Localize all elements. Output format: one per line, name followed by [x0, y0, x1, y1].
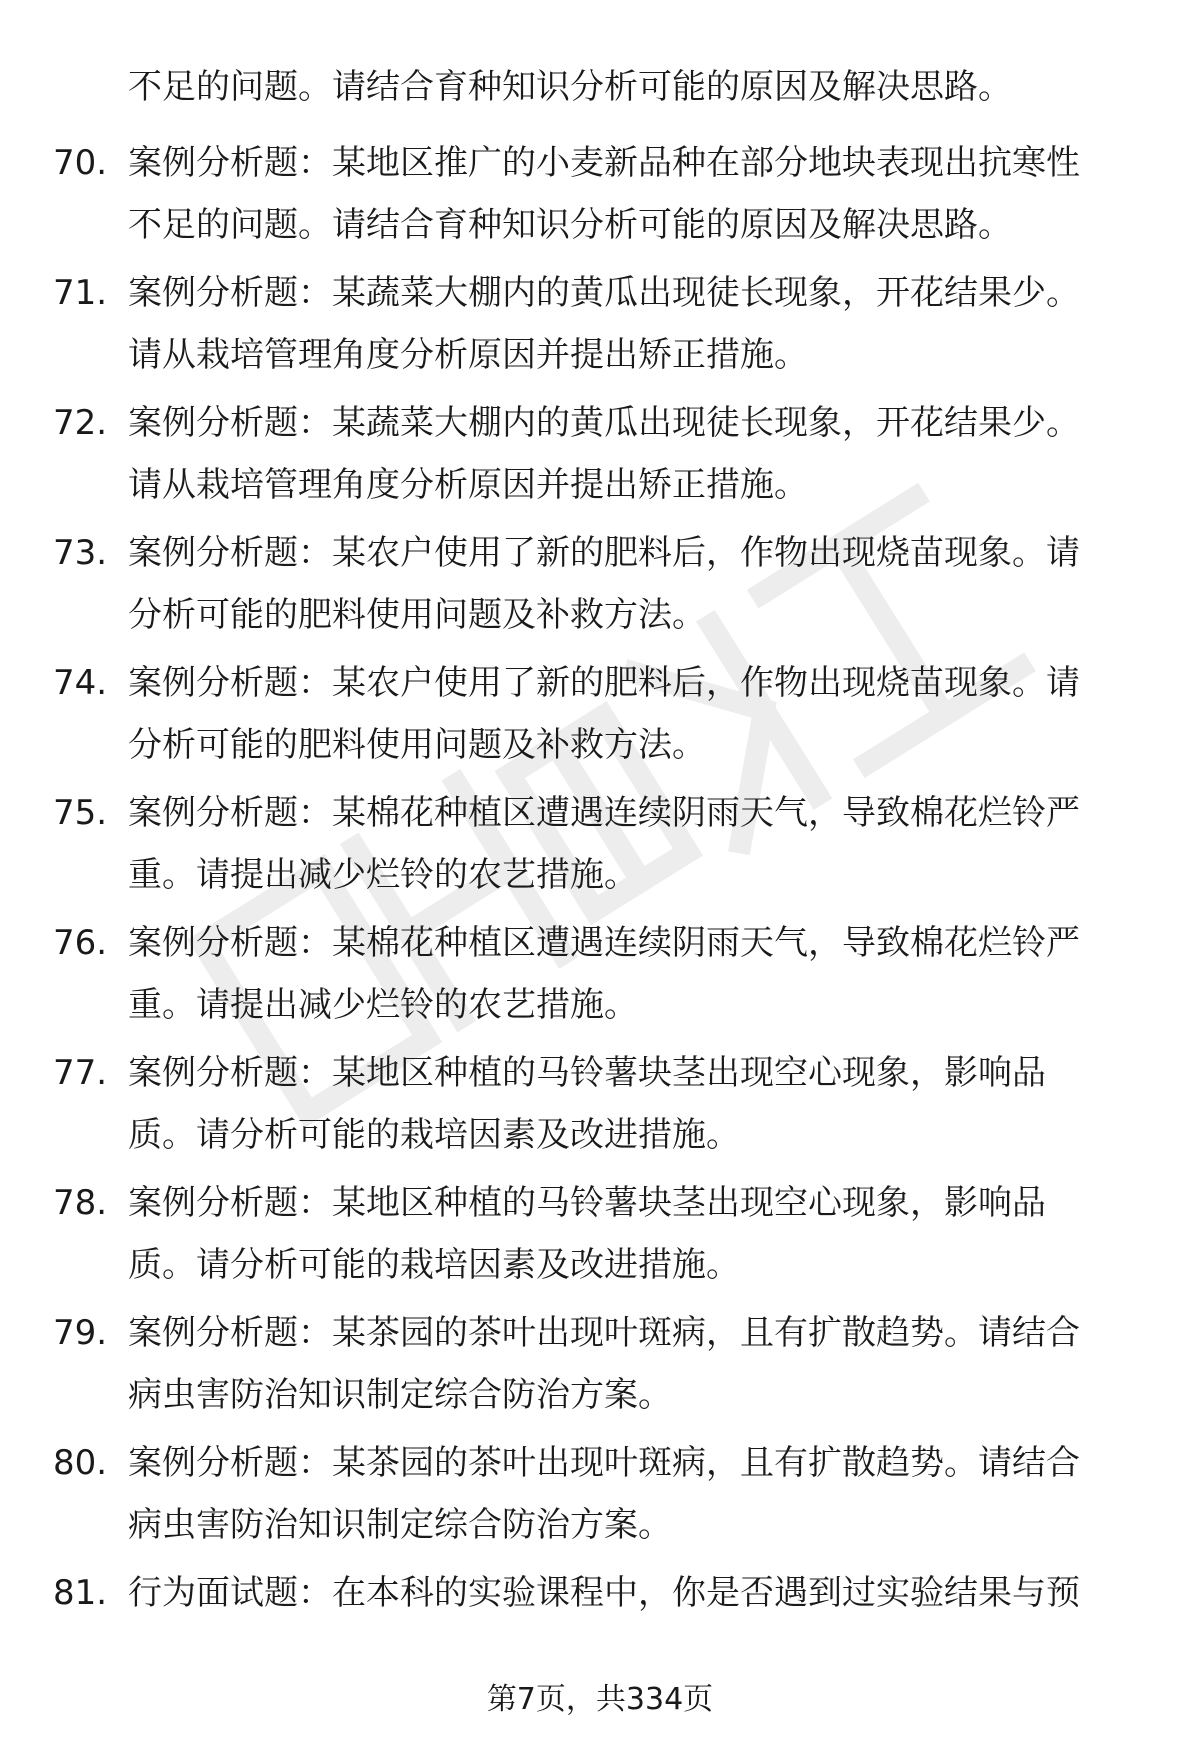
question-number: 72.: [53, 403, 108, 443]
page-footer: 第7页，共334页: [486, 1682, 714, 1717]
question-number: 77.: [53, 1053, 108, 1093]
question-text: [128, 522, 1138, 646]
question-text: [128, 1562, 1138, 1624]
question-text: [128, 262, 1138, 386]
question-text-line: 分析可能的肥料使用问题及补救方法。: [128, 725, 706, 765]
question-text: [128, 1432, 1138, 1556]
continuation-text: 不足的问题。请结合育种知识分析可能的原因及解决思路。: [128, 67, 1012, 107]
question-text-line: 案例分析题：某地区种植的马铃薯块茎出现空心现象，影响品: [128, 1053, 1046, 1093]
question-number: 79.: [53, 1313, 108, 1353]
question-number: 81.: [53, 1573, 108, 1613]
question-text: [128, 782, 1138, 906]
question-text-line: 重。请提出减少烂铃的农艺措施。: [128, 985, 638, 1025]
question-text-line: 不足的问题。请结合育种知识分析可能的原因及解决思路。: [128, 205, 1012, 245]
question-text-line: 病虫害防治知识制定综合防治方案。: [128, 1375, 672, 1415]
question-text: [128, 1302, 1138, 1426]
question-text-line: 案例分析题：某蔬菜大棚内的黄瓜出现徒长现象，开花结果少。: [128, 403, 1080, 443]
question-text-line: 案例分析题：某棉花种植区遭遇连续阴雨天气，导致棉花烂铃严: [128, 793, 1080, 833]
question-text-line: 分析可能的肥料使用问题及补救方法。: [128, 595, 706, 635]
question-number: 73.: [53, 533, 108, 573]
question-text: [128, 392, 1138, 516]
question-text-line: 重。请提出减少烂铃的农艺措施。: [128, 855, 638, 895]
question-text-line: 案例分析题：某茶园的茶叶出现叶斑病，且有扩散趋势。请结合: [128, 1443, 1080, 1483]
question-text-line: 案例分析题：某地区种植的马铃薯块茎出现空心现象，影响品: [128, 1183, 1046, 1223]
question-text-line: 案例分析题：某农户使用了新的肥料后，作物出现烧苗现象。请: [128, 533, 1080, 573]
question-text-line: 案例分析题：某地区推广的小麦新品种在部分地块表现出抗寒性: [128, 143, 1080, 183]
question-text: [128, 652, 1138, 776]
question-text: [128, 1172, 1138, 1296]
question-text: [128, 912, 1138, 1036]
question-number: 78.: [53, 1183, 108, 1223]
question-number: 71.: [53, 273, 108, 313]
question-text-line: 案例分析题：某茶园的茶叶出现叶斑病，且有扩散趋势。请结合: [128, 1313, 1080, 1353]
question-text-line: 案例分析题：某蔬菜大棚内的黄瓜出现徒长现象，开花结果少。: [128, 273, 1080, 313]
question-number: 74.: [53, 663, 108, 703]
question-number: 70.: [53, 143, 108, 183]
question-text: [128, 132, 1138, 256]
question-number: 76.: [53, 923, 108, 963]
question-text-line: 案例分析题：某农户使用了新的肥料后，作物出现烧苗现象。请: [128, 663, 1080, 703]
question-number: 75.: [53, 793, 108, 833]
question-text: [128, 1042, 1138, 1166]
question-text-line: 病虫害防治知识制定综合防治方案。: [128, 1505, 672, 1545]
question-text-line: 质。请分析可能的栽培因素及改进措施。: [128, 1245, 740, 1285]
question-text-line: 行为面试题：在本科的实验课程中，你是否遇到过实验结果与预: [128, 1573, 1080, 1613]
question-text-line: 请从栽培管理角度分析原因并提出矫正措施。: [128, 335, 808, 375]
question-text-line: 请从栽培管理角度分析原因并提出矫正措施。: [128, 465, 808, 505]
question-number: 80.: [53, 1443, 108, 1483]
question-text-line: 案例分析题：某棉花种植区遭遇连续阴雨天气，导致棉花烂铃严: [128, 923, 1080, 963]
question-text-line: 质。请分析可能的栽培因素及改进措施。: [128, 1115, 740, 1155]
